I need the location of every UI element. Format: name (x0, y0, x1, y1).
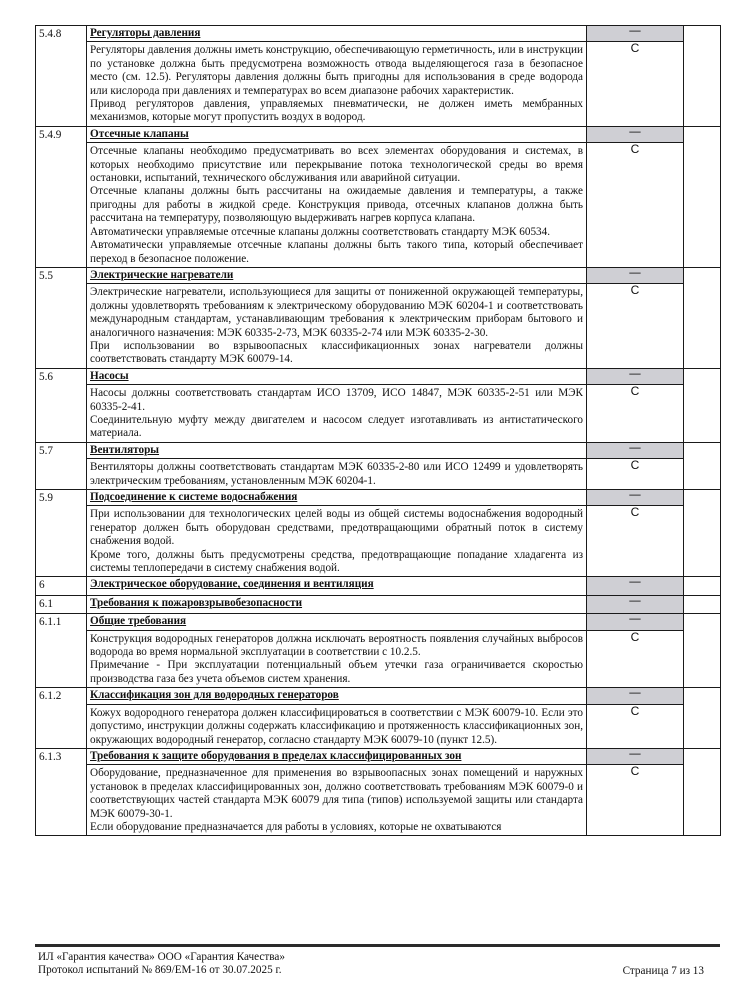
section-title-row (36, 442, 721, 458)
section-header-dash: — (587, 688, 684, 704)
section-body-row (36, 704, 721, 748)
section-body-row (36, 630, 721, 688)
footer-lab-name: ИЛ «Гарантия качества» ООО «Гарантия Качества» (38, 951, 285, 963)
section-header-dash: — (587, 368, 684, 384)
compliance-verdict: С (587, 459, 684, 490)
notes-cell (684, 26, 721, 127)
section-title-row (36, 267, 721, 283)
requirement-text (87, 630, 587, 688)
section-body-row (36, 42, 721, 126)
section-number: 5.4.9 (36, 126, 87, 267)
requirements-table-body (36, 26, 721, 836)
section-title: Вентиляторы (87, 442, 587, 458)
requirement-text (87, 42, 587, 126)
notes-cell (684, 688, 721, 749)
section-title: Подсоединение к системе водоснабжения (87, 490, 587, 506)
compliance-verdict: С (587, 385, 684, 443)
section-body-row (36, 143, 721, 268)
footer-lab-info (38, 951, 285, 977)
footer-protocol-number: Протокол испытаний № 869/ЕМ-16 от 30.07.2025 г. (38, 964, 282, 976)
section-header-dash: — (587, 748, 684, 764)
section-number: 5.6 (36, 368, 87, 442)
section-header-dash: — (587, 442, 684, 458)
requirement-paragraph: Кроме того, должны быть предусмотрены средства, предотвращающие попадание хладагента из системы теплопередачи в систему снабжения водой. (90, 548, 583, 575)
requirement-text (87, 284, 587, 368)
requirement-paragraph: Примечание - При эксплуатации потенциальный объем утечки газа ограничивается скоростью производства газа без учета объемов систем хранения. (90, 659, 583, 685)
notes-cell (684, 267, 721, 368)
requirement-text (87, 459, 587, 490)
compliance-verdict: С (587, 42, 684, 126)
requirement-paragraph: Вентиляторы должны соответствовать стандартам МЭК 60335-2-80 или ИСО 12499 и удовлетворять электрическим требованиям, установленным МЭК 60204-1. (90, 461, 583, 487)
notes-cell (684, 490, 721, 577)
section-body-row (36, 506, 721, 577)
section-title: Общие требования (87, 614, 587, 630)
requirement-text (87, 385, 587, 443)
footer-page-number: Страница 7 из 13 (622, 965, 704, 977)
requirement-paragraph: При использовании во взрывоопасных классификационных зонах нагреватели должны соответствовать стандарту МЭК 60079-14. (90, 339, 583, 366)
requirement-text (87, 704, 587, 748)
section-header-dash: — (587, 126, 684, 142)
section-body-row (36, 459, 721, 490)
section-title-row (36, 595, 721, 613)
section-body-row (36, 385, 721, 443)
requirement-paragraph: Автоматически управляемые отсечные клапаны должны быть такого типа, который обеспечивает переход в безопасное положение. (90, 239, 583, 265)
notes-cell (684, 614, 721, 688)
section-number: 6.1.3 (36, 748, 87, 835)
compliance-verdict: С (587, 506, 684, 577)
requirement-text (87, 765, 587, 836)
notes-cell (684, 577, 721, 595)
section-header-dash: — (587, 614, 684, 630)
section-number: 6.1.1 (36, 614, 87, 688)
section-title: Классификация зон для водородных генераторов (87, 688, 587, 704)
section-title-row (36, 688, 721, 704)
section-header-dash: — (587, 267, 684, 283)
notes-cell (684, 442, 721, 489)
requirement-paragraph: Конструкция водородных генераторов должна исключать вероятность появления случайных выбросов водорода во время нормальной эксплуатации в соответствии с 10.2.5. (90, 632, 583, 659)
section-number: 5.4.8 (36, 26, 87, 127)
section-body-row (36, 284, 721, 368)
requirement-paragraph: Отсечные клапаны необходимо предусматривать во всех элементах оборудования и системах, в которых необходимо присутствие или перекрывание потока технологической среды во время остановки, испытаний, технического обслуживания или аварийной ситуации. (90, 145, 583, 185)
section-title-row (36, 126, 721, 142)
notes-cell (684, 748, 721, 835)
requirement-paragraph: Отсечные клапаны должны быть рассчитаны на ожидаемые давления и температуры, а также пригодны для работы в жидкой среде. Конструкция привода, отсечных клапанов должна быть рассчитана на температуру, позволяющую выдерживать нагрев корпуса клапана. (90, 185, 583, 225)
section-title: Электрические нагреватели (87, 267, 587, 283)
compliance-verdict: С (587, 765, 684, 836)
section-number: 5.9 (36, 490, 87, 577)
section-number: 5.7 (36, 442, 87, 489)
section-title-row (36, 26, 721, 42)
section-title-row (36, 577, 721, 595)
section-header-dash: — (587, 490, 684, 506)
section-title-row (36, 368, 721, 384)
notes-cell (684, 368, 721, 442)
footer-divider (35, 944, 720, 947)
requirements-table (35, 25, 721, 836)
requirement-paragraph: При использовании для технологических целей воды из общей системы водоснабжения водородный генератор должен быть оборудован средствами, предотвращающими обратный поток в систему снабжения водой. (90, 508, 583, 548)
requirement-paragraph: Автоматически управляемые отсечные клапаны должны соответствовать стандарту МЭК 60534. (90, 225, 551, 238)
notes-cell (684, 595, 721, 613)
compliance-verdict: С (587, 143, 684, 268)
section-title: Насосы (87, 368, 587, 384)
section-title-row (36, 614, 721, 630)
compliance-verdict: С (587, 630, 684, 688)
section-header-dash: — (587, 26, 684, 42)
section-title-row (36, 490, 721, 506)
requirement-paragraph: Оборудование, предназначенное для применения во взрывоопасных зонах помещений и наружных установок в пределах классифицированных зон, должно соответствовать требованиям МЭК 60079-0 и соответствующих частей стандарта МЭК 60079 для типа (типов) используемой защиты или стандарта МЭК 60079-30-1. (90, 767, 583, 820)
requirement-paragraph: Соединительную муфту между двигателем и насосом следует изготавливать из антистатического материала. (90, 413, 583, 440)
section-title: Отсечные клапаны (87, 126, 587, 142)
section-body-row (36, 765, 721, 836)
section-number: 6.1.2 (36, 688, 87, 749)
requirement-paragraph: Электрические нагреватели, использующиеся для защиты от пониженной окружающей температуры, должны удовлетворять требованиям к электрическому оборудованию МЭК 60204-1 и соответствовать международным стандартам, устанавливающим требования к электрическим приборам бытового и аналогичного назначения: МЭК 60335-2-73, МЭК 60335-2-74 или МЭК 60335-2-30. (90, 286, 583, 339)
requirement-paragraph: Если оборудование предназначается для работы в условиях, которые не охватываются (90, 820, 502, 833)
requirement-paragraph: Насосы должны соответствовать стандартам ИСО 13709, ИСО 14847, МЭК 60335-2-51 или МЭК 60335-2-41. (90, 387, 583, 413)
notes-cell (684, 126, 721, 267)
requirement-paragraph: Привод регуляторов давления, управляемых пневматически, не должен иметь мембранных механизмов, которые могут пропустить воздух в водород. (90, 98, 583, 124)
section-header-dash: — (587, 595, 684, 613)
compliance-verdict: С (587, 704, 684, 748)
section-number: 6 (36, 577, 87, 595)
requirement-paragraph: Кожух водородного генератора должен классифицироваться в соответствии с МЭК 60079-10. Если это допустимо, инструкции должны содержать классификацию и протяженность классификационных зон, окружающих водородный генератор, согласно стандарту МЭК 60079-10 (пункт 12.5). (90, 706, 583, 746)
section-title-row (36, 748, 721, 764)
requirement-text (87, 506, 587, 577)
compliance-verdict: С (587, 284, 684, 368)
requirement-paragraph: Регуляторы давления должны иметь конструкцию, обеспечивающую герметичность, или в инструкции по установке должна быть предусмотрена возможность отвода выделяющегося газа в безопасное место (см. 12.5). Регуляторы давления должны быть пригодны для использования в среде водорода или кислорода при давлениях и температурах во всем диапазоне рабочих характеристик. (90, 44, 583, 97)
requirement-text (87, 143, 587, 268)
section-title: Требования к пожаровзрывобезопасности (87, 595, 587, 613)
section-title: Регуляторы давления (87, 26, 587, 42)
section-title: Электрическое оборудование, соединения и вентиляция (87, 577, 587, 595)
section-number: 6.1 (36, 595, 87, 613)
section-title: Требования к защите оборудования в пределах классифицированных зон (87, 748, 587, 764)
section-number: 5.5 (36, 267, 87, 368)
section-header-dash: — (587, 577, 684, 595)
